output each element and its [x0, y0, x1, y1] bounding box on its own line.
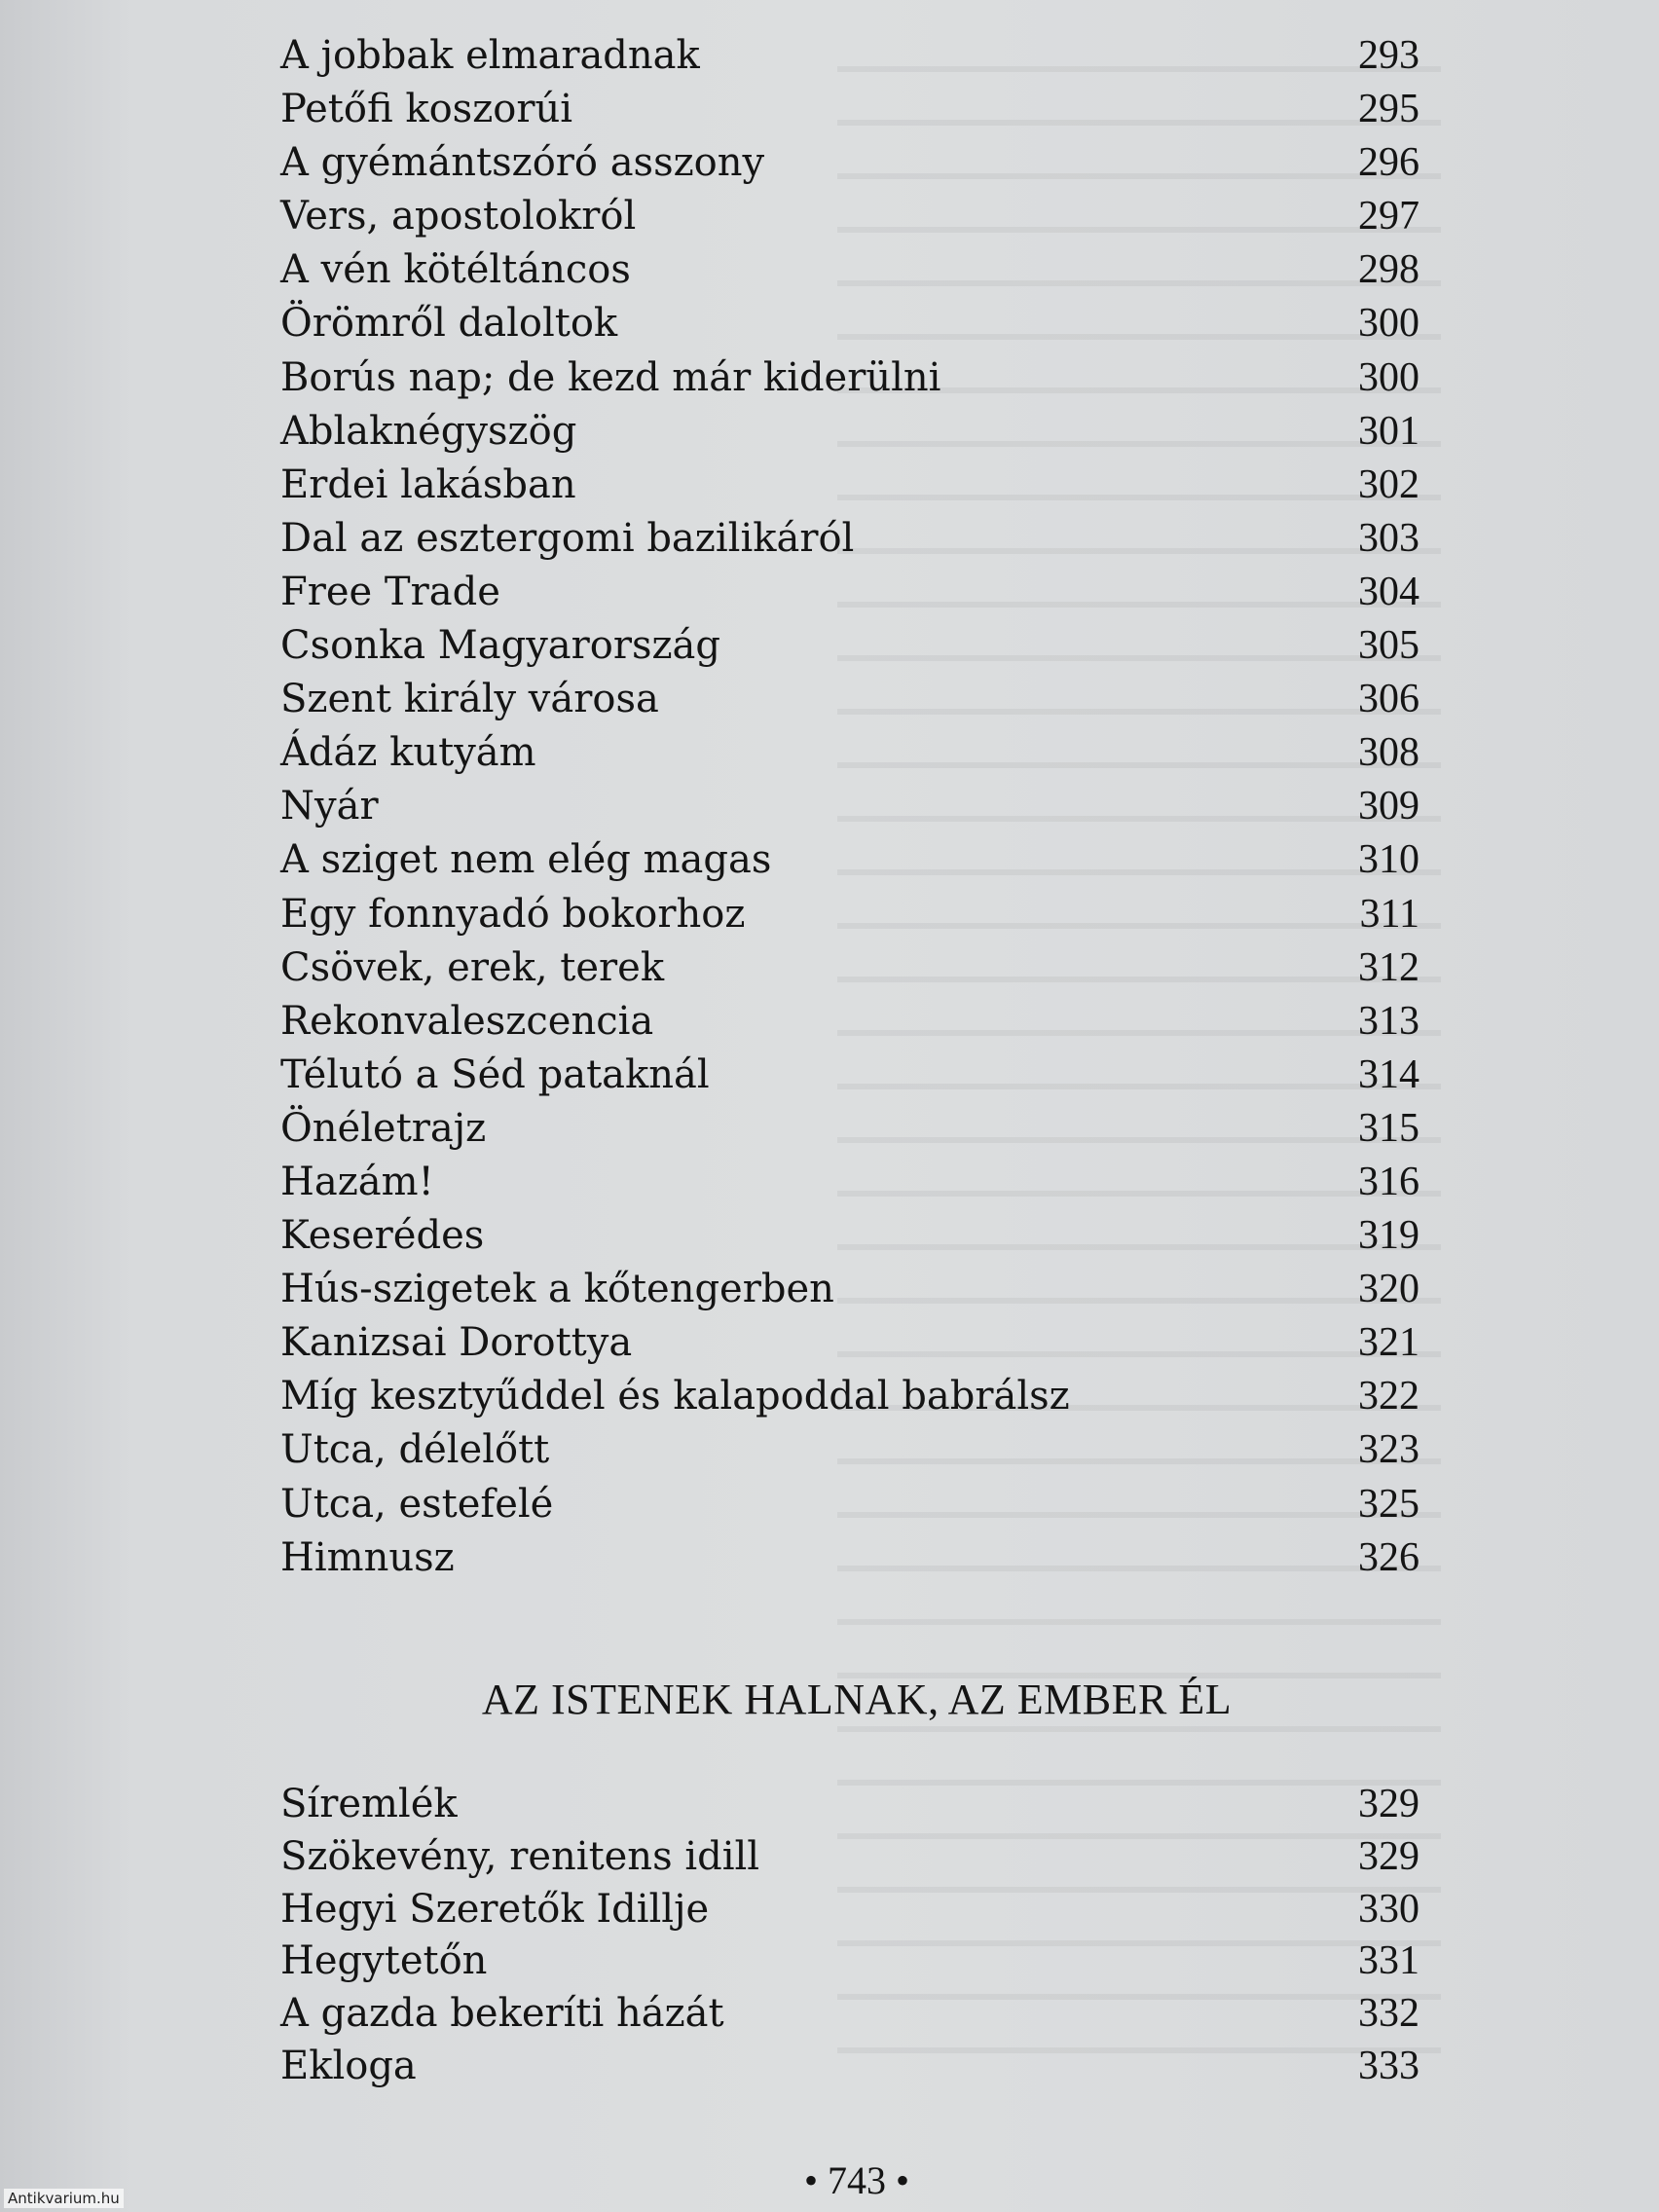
toc-entry-page: 315 — [1358, 1105, 1419, 1151]
toc-entry — [280, 833, 1419, 887]
toc-entry — [280, 1049, 1419, 1102]
toc-entry-title: Keserédes — [280, 1213, 485, 1259]
toc-entry-page: 297 — [1358, 194, 1419, 240]
toc-entry — [280, 29, 1419, 83]
toc-entry-page: 312 — [1358, 944, 1419, 990]
toc-entry — [280, 1987, 1419, 2040]
toc-entry-title: Dal az esztergomi bazilikáról — [280, 515, 855, 561]
toc-entry — [280, 2040, 1419, 2092]
toc-entry-title: Utca, estefelé — [280, 1481, 554, 1527]
toc-entry-title: Hegyi Szeretők Idillje — [280, 1886, 710, 1932]
toc-entry — [280, 1423, 1419, 1477]
toc-entry-title: Borús nap; de kezd már kiderülni — [280, 354, 941, 400]
watermark: Antikvarium.hu — [4, 2189, 124, 2208]
toc-entry-title: A sziget nem elég magas — [280, 837, 772, 883]
toc-entry — [280, 1883, 1419, 1936]
toc-entry — [280, 1935, 1419, 1987]
toc-entry-title: Kanizsai Dorottya — [280, 1320, 633, 1366]
toc-entry-title: A gyémántszóró asszony — [280, 140, 765, 186]
toc-entry-title: Nyár — [280, 784, 379, 830]
toc-entry-page: 303 — [1358, 515, 1419, 561]
toc-entry-page: 316 — [1358, 1159, 1419, 1204]
toc-entry — [280, 512, 1419, 566]
toc-entry-page: 326 — [1358, 1534, 1419, 1580]
toc-entry-title: Himnusz — [280, 1534, 455, 1580]
toc-entry-page: 333 — [1358, 2043, 1419, 2088]
toc-entry-title: Önéletrajz — [280, 1105, 487, 1151]
toc-entry-page: 321 — [1358, 1320, 1419, 1366]
toc-entry-page: 330 — [1358, 1886, 1419, 1932]
toc-entry-title: A jobbak elmaradnak — [280, 33, 700, 78]
toc-entry-title: Csonka Magyarország — [280, 623, 721, 669]
toc-entry-page: 293 — [1358, 33, 1419, 78]
toc-entry-page: 329 — [1358, 1833, 1419, 1879]
toc-entry-title: Örömről daloltok — [280, 301, 618, 347]
toc-entry-title: Szökevény, renitens idill — [280, 1833, 760, 1879]
toc-entry — [280, 83, 1419, 136]
toc-entry-page: 320 — [1358, 1267, 1419, 1312]
toc-entry — [280, 1263, 1419, 1316]
toc-entry-title: Hazám! — [280, 1159, 434, 1204]
toc-entry-page: 331 — [1358, 1938, 1419, 1984]
toc-entry-page: 296 — [1358, 140, 1419, 186]
toc-entry-title: A vén kötéltáncos — [280, 247, 631, 293]
table-of-contents-bottom — [280, 1778, 1419, 2092]
page-number: • 743 • — [803, 2158, 909, 2202]
toc-entry-title: Télutó a Séd pataknál — [280, 1051, 710, 1097]
toc-entry-page: 322 — [1358, 1374, 1419, 1419]
toc-entry-page: 308 — [1358, 730, 1419, 776]
toc-entry-page: 325 — [1358, 1481, 1419, 1527]
toc-entry-page: 323 — [1358, 1427, 1419, 1473]
toc-entry-title: Síremlék — [280, 1782, 458, 1826]
toc-entry — [280, 1102, 1419, 1156]
toc-entry — [280, 1156, 1419, 1209]
toc-entry-page: 319 — [1358, 1213, 1419, 1259]
toc-entry — [280, 1316, 1419, 1370]
toc-entry-title: Ádáz kutyám — [280, 730, 536, 776]
toc-entry — [280, 1478, 1419, 1531]
toc-entry — [280, 941, 1419, 995]
table-of-contents-top — [280, 29, 1419, 1585]
toc-entry — [280, 1778, 1419, 1830]
toc-entry-title: Vers, apostolokról — [280, 194, 637, 240]
toc-entry-title: Erdei lakásban — [280, 461, 576, 507]
toc-entry-title: Míg kesztyűddel és kalapoddal babrálsz — [280, 1374, 1070, 1419]
toc-entry — [280, 566, 1419, 619]
toc-entry — [280, 1830, 1419, 1883]
toc-entry — [280, 780, 1419, 833]
toc-entry — [280, 1209, 1419, 1263]
toc-entry — [280, 726, 1419, 780]
toc-entry-title: Free Trade — [280, 569, 500, 614]
toc-entry-title: Utca, délelőtt — [280, 1427, 550, 1473]
toc-entry — [280, 1370, 1419, 1423]
toc-entry-page: 311 — [1359, 891, 1419, 937]
toc-entry-title: Rekonvaleszcencia — [280, 998, 654, 1044]
toc-entry-page: 305 — [1358, 623, 1419, 669]
section-title: AZ ISTENEK HALNAK, AZ EMBER ÉL — [481, 1676, 1233, 1723]
toc-entry-page: 300 — [1358, 354, 1419, 400]
toc-entry-page: 304 — [1358, 569, 1419, 614]
toc-entry-page: 310 — [1358, 837, 1419, 883]
toc-entry-title: Hús-szigetek a kőtengerben — [280, 1267, 834, 1312]
toc-entry — [280, 136, 1419, 190]
toc-entry-page: 309 — [1358, 784, 1419, 830]
toc-entry-page: 306 — [1358, 677, 1419, 722]
toc-entry-page: 314 — [1358, 1051, 1419, 1097]
toc-entry-page: 295 — [1358, 87, 1419, 132]
toc-entry-title: Ablaknégyszög — [280, 408, 577, 454]
toc-entry-page: 332 — [1358, 1991, 1419, 2037]
toc-entry — [280, 619, 1419, 673]
toc-entry-page: 302 — [1358, 461, 1419, 507]
toc-entry-title: Csövek, erek, terek — [280, 944, 665, 990]
toc-entry — [280, 459, 1419, 512]
toc-entry-title: Petőfi koszorúi — [280, 87, 573, 132]
toc-entry-title: Szent király városa — [280, 677, 659, 722]
toc-entry-title: A gazda bekeríti házát — [280, 1991, 724, 2037]
toc-entry — [280, 995, 1419, 1049]
toc-entry — [280, 1531, 1419, 1585]
toc-entry-page: 313 — [1358, 998, 1419, 1044]
toc-entry-page: 301 — [1358, 408, 1419, 454]
toc-entry — [280, 297, 1419, 350]
toc-entry — [280, 351, 1419, 405]
toc-entry — [280, 405, 1419, 459]
toc-entry-title: Ekloga — [280, 2043, 417, 2088]
toc-entry-page: 300 — [1358, 301, 1419, 347]
toc-entry — [280, 673, 1419, 726]
toc-entry-page: 329 — [1358, 1782, 1419, 1826]
toc-entry — [280, 888, 1419, 941]
toc-entry — [280, 190, 1419, 243]
toc-entry-page: 298 — [1358, 247, 1419, 293]
toc-entry-title: Hegytetőn — [280, 1938, 488, 1984]
toc-entry-title: Egy fonnyadó bokorhoz — [280, 891, 746, 937]
toc-entry — [280, 243, 1419, 297]
